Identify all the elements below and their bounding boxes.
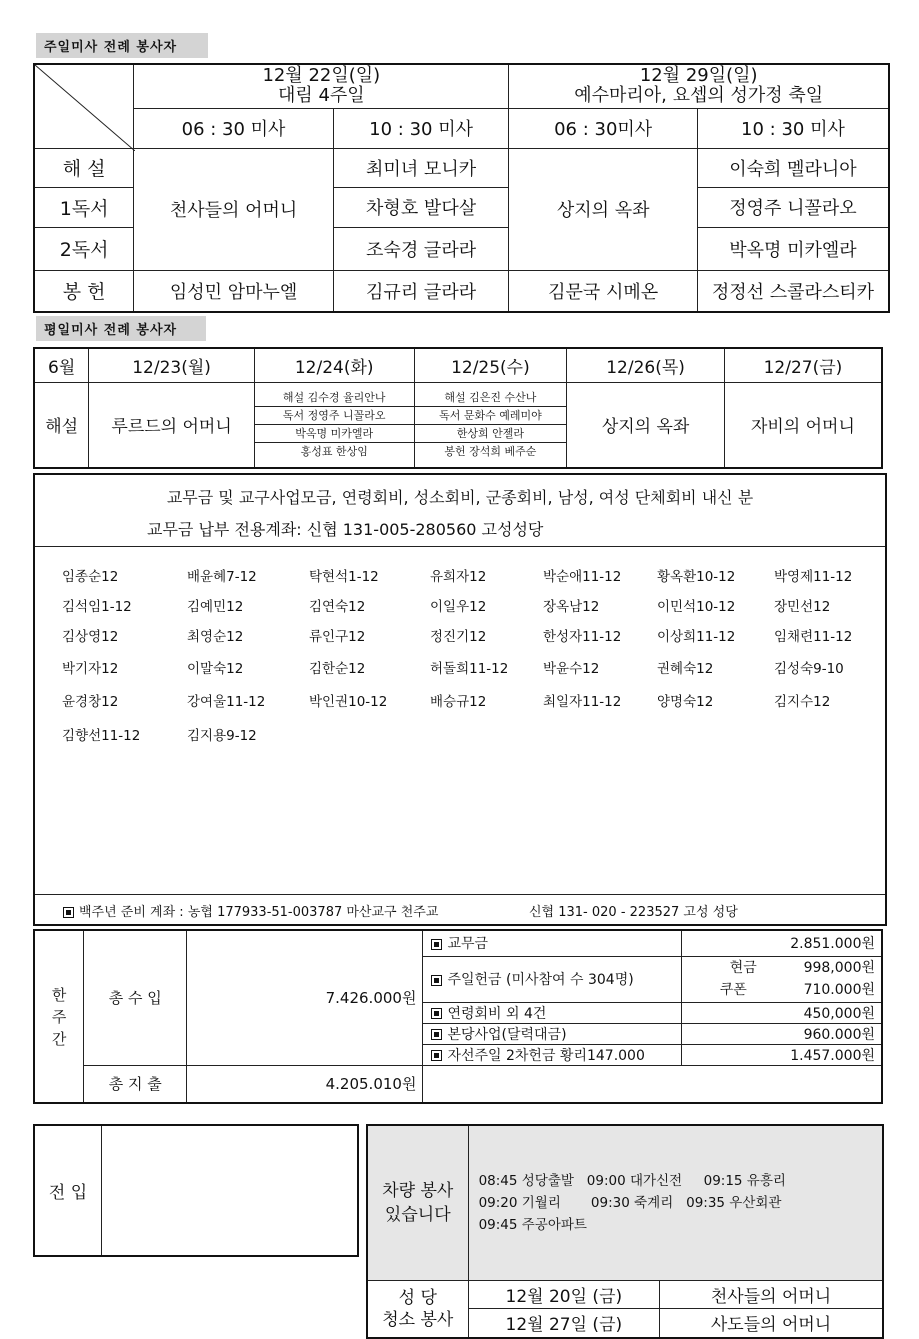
- mon-group: 루르드의 어머니: [89, 382, 255, 468]
- bullet-square-icon: [63, 907, 74, 918]
- donations-title: 교무금 및 교구사업모금, 연령회비, 성소회비, 군종회비, 남성, 여성 단체회비 내신 분: [166, 488, 754, 507]
- cleaning-label: 성 당 청소 봉사: [367, 1281, 468, 1338]
- volunteer: 정정선 스콜라스티카: [697, 270, 889, 312]
- day-header: 12/26(목): [567, 348, 725, 382]
- finance-value: 2.851.000원: [681, 930, 882, 956]
- finance-value: 960.000원: [681, 1023, 882, 1044]
- donor-entry: 임종순12: [62, 569, 119, 585]
- donor-entry: 탁현석1-12: [309, 569, 379, 585]
- fri-group: 자비의 어머니: [724, 382, 882, 468]
- income-total: 7.426.000원: [187, 930, 423, 1065]
- donor-entry: 허돌희11-12: [430, 661, 509, 677]
- donor-entry: 김지수12: [774, 694, 831, 710]
- finance-value: 1.457.000원: [681, 1044, 882, 1065]
- volunteer: 이숙희 멜라니아: [697, 148, 889, 187]
- donor-entry: 김성숙9-10: [774, 661, 844, 677]
- weekday-section-header: 평일미사 전례 봉사자: [36, 316, 206, 341]
- transfer-label: 전 입: [34, 1125, 102, 1256]
- role-label: 2독서: [34, 227, 134, 270]
- donor-entry: 장옥남12: [543, 599, 600, 615]
- volunteer: 차형호 발다살: [333, 187, 509, 227]
- diagonal-cell: [34, 64, 134, 148]
- expense-label: 총 지 출: [84, 1065, 187, 1103]
- donor-entry: 이민석10-12: [657, 599, 736, 615]
- donor-entry: 배윤혜7-12: [187, 569, 257, 585]
- role-label: 해 설: [34, 148, 134, 187]
- donor-entry: 김상영12: [62, 629, 119, 645]
- role-label: 해설: [34, 382, 89, 468]
- bullet-square-icon: [431, 939, 442, 950]
- date-dec22: 12월 22일(일) 대림 4주일: [134, 64, 509, 108]
- date-dec29: 12월 29일(일) 예수마리아, 요셉의 성가정 축일: [509, 64, 889, 108]
- weekly-label: 한 주 간: [34, 930, 84, 1103]
- donations-box: [33, 473, 887, 926]
- finance-item: 자선주일 2차헌금 황리147.000: [423, 1044, 681, 1065]
- sunday-schedule-table: [33, 63, 890, 313]
- volunteer: 임성민 암마누엘: [134, 270, 334, 312]
- weekday-schedule-table: [33, 347, 883, 469]
- donor-entry: 김예민12: [187, 599, 244, 615]
- donor-entry: 김연숙12: [309, 599, 366, 615]
- volunteer: 김문국 시메온: [509, 270, 698, 312]
- finance-table: [33, 929, 883, 1104]
- donor-entry: 윤경창12: [62, 694, 119, 710]
- mass-time: 06 : 30미사: [509, 108, 698, 148]
- donor-entry: 이상희11-12: [657, 629, 736, 645]
- volunteer: 정영주 니꼴라오: [697, 187, 889, 227]
- donor-entry: 이일우12: [430, 599, 487, 615]
- transfer-content: [102, 1125, 359, 1256]
- bullet-square-icon: [431, 1050, 442, 1061]
- finance-value: 450,000원: [681, 1002, 882, 1023]
- day-header: 12/24(화): [254, 348, 414, 382]
- day-header: 12/27(금): [724, 348, 882, 382]
- donor-entry: 박기자12: [62, 661, 119, 677]
- donor-entry: 박인권10-12: [309, 694, 388, 710]
- cleaning-date: 12월 27일 (금): [468, 1309, 660, 1338]
- volunteer: 김규리 글라라: [333, 270, 509, 312]
- donor-entry: 권혜숙12: [657, 661, 714, 677]
- volunteer: 최미녀 모니카: [333, 148, 509, 187]
- cleaning-group: 사도들의 어머니: [660, 1309, 883, 1338]
- finance-item: 교무금: [423, 930, 681, 956]
- donor-entry: 김향선11-12: [62, 728, 141, 744]
- donor-entry: 장민선12: [774, 599, 831, 615]
- dec29-0630-group: 상지의 옥좌: [509, 148, 698, 270]
- day-header: 12/23(월): [89, 348, 255, 382]
- expense-total: 4.205.010원: [187, 1065, 423, 1103]
- vehicle-label: 차량 봉사 있습니다: [367, 1125, 468, 1281]
- finance-item: 주일헌금 (미사참여 수 304명): [423, 956, 681, 1002]
- donor-entry: 유희자12: [430, 569, 487, 585]
- donor-entry: 최영순12: [187, 629, 244, 645]
- donor-entry: 정진기12: [430, 629, 487, 645]
- month-label: 6월: [34, 348, 89, 382]
- donor-entry: 한성자11-12: [543, 629, 622, 645]
- donor-entry: 임채련11-12: [774, 629, 853, 645]
- cleaning-group: 천사들의 어머니: [660, 1281, 883, 1309]
- centennial-account-2: 신협 131- 020 - 223527 고성 성당: [529, 905, 738, 920]
- donor-entry: 황옥환10-12: [657, 569, 736, 585]
- donor-entry: 김지용9-12: [187, 728, 257, 744]
- volunteer: 박옥명 미카엘라: [697, 227, 889, 270]
- donor-entry: 최일자11-12: [543, 694, 622, 710]
- income-label: 총 수 입: [84, 930, 187, 1065]
- bullet-square-icon: [431, 1008, 442, 1019]
- donor-entry: 양명숙12: [657, 694, 714, 710]
- divider: [35, 894, 885, 895]
- role-label: 봉 헌: [34, 270, 134, 312]
- donor-entry: 류인구12: [309, 629, 366, 645]
- day-header: 12/25(수): [414, 348, 567, 382]
- donor-entry: 이말숙12: [187, 661, 244, 677]
- diagonal-line: [35, 65, 135, 151]
- empty-cell: [423, 1065, 882, 1103]
- donor-entry: 김한순12: [309, 661, 366, 677]
- finance-item: 연령회비 외 4건: [423, 1002, 681, 1023]
- bullet-square-icon: [431, 975, 442, 986]
- wed-volunteers: 해설 김은진 수산나 독서 문화수 예레미야 한상희 안젤라 봉헌 장석희 베주순: [414, 382, 567, 468]
- donor-entry: 박순애11-12: [543, 569, 622, 585]
- donor-entry: 박윤수12: [543, 661, 600, 677]
- thu-group: 상지의 옥좌: [567, 382, 725, 468]
- divider: [35, 546, 885, 547]
- sunday-section-header: 주일미사 전례 봉사자: [36, 33, 208, 58]
- role-label: 1독서: [34, 187, 134, 227]
- finance-item: 본당사업(달력대금): [423, 1023, 681, 1044]
- donor-entry: 박영제11-12: [774, 569, 853, 585]
- donor-entry: 강여울11-12: [187, 694, 266, 710]
- mass-time: 10 : 30 미사: [697, 108, 889, 148]
- mass-time: 06 : 30 미사: [134, 108, 334, 148]
- volunteer: 조숙경 글라라: [333, 227, 509, 270]
- donor-entry: 김석임1-12: [62, 599, 132, 615]
- centennial-account: 백주년 준비 계좌 : 농협 177933-51-003787 마산교구 천주교: [63, 901, 438, 920]
- service-table: [366, 1124, 884, 1339]
- mass-time: 10 : 30 미사: [333, 108, 509, 148]
- transfer-table: [33, 1124, 359, 1257]
- finance-subvalues: 현금 998,000원 쿠폰 710.000원: [681, 956, 882, 1002]
- vehicle-schedule: 08:45 성당출발 09:00 대가신전 09:15 유흥리 09:20 기월리 09:30 죽계리 09:35 우산회관 09:45 주공아파트: [468, 1125, 883, 1281]
- donor-entry: 배승규12: [430, 694, 487, 710]
- donations-account: 교무금 납부 전용계좌: 신협 131-005-280560 고성성당: [147, 520, 544, 539]
- dec22-0630-group: 천사들의 어머니: [134, 148, 334, 270]
- tue-volunteers: 해설 김수경 율리안나 독서 정영주 니꼴라오 박옥명 미카엘라 홍성표 한상임: [254, 382, 414, 468]
- cleaning-date: 12월 20일 (금): [468, 1281, 660, 1309]
- bullet-square-icon: [431, 1029, 442, 1040]
